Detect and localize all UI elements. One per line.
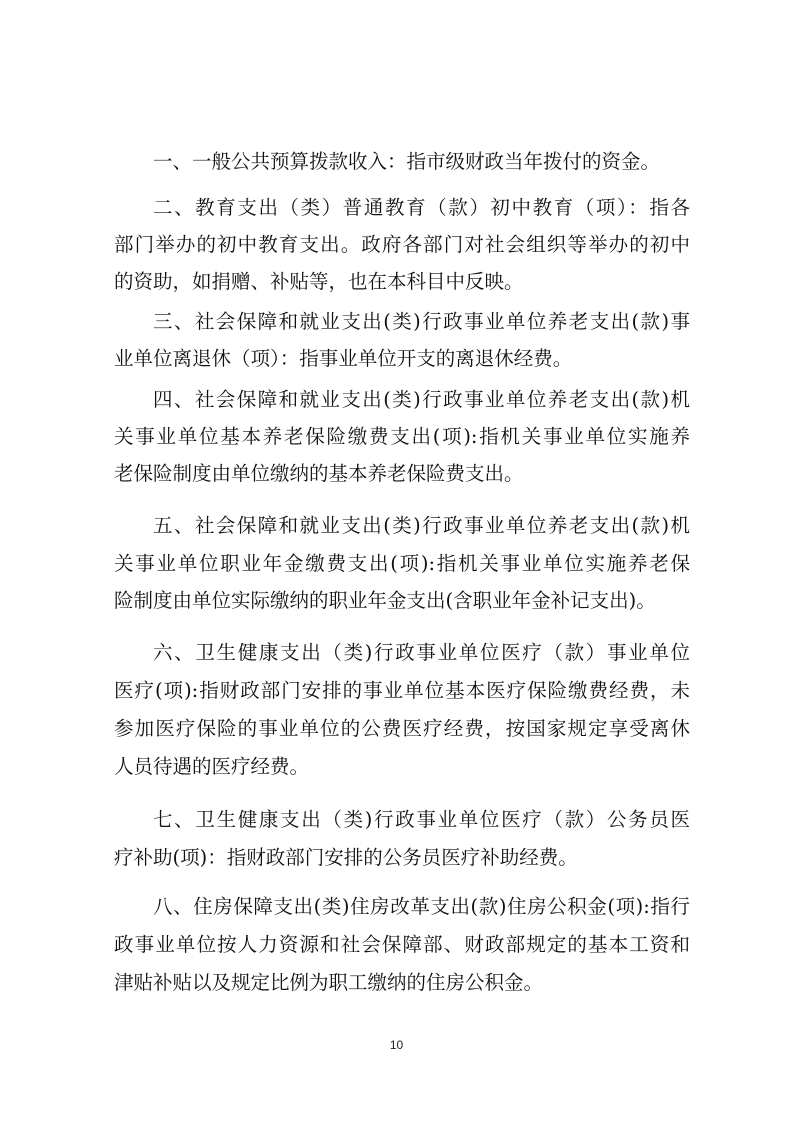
paragraph-6-line-1: 六、卫生健康支出（类)行政事业单位医疗（款）事业单位: [153, 641, 690, 664]
paragraph-8-line-2: 政事业单位按人力资源和社会保障部、财政部规定的基本工资和: [114, 933, 690, 956]
paragraph-6-line-4: 人员待遇的医疗经费。: [114, 755, 310, 778]
paragraph-5-line-2: 关事业单位职业年金缴费支出(项):指机关事业单位实施养老保: [114, 552, 690, 575]
paragraph-8-line-3: 津贴补贴以及规定比例为职工缴纳的住房公积金。: [114, 971, 544, 994]
paragraph-2-line-2: 部门举办的初中教育支出。政府各部门对社会组织等举办的初中: [114, 233, 690, 256]
paragraph-6-line-3: 参加医疗保险的事业单位的公费医疗经费，按国家规定享受离休: [114, 717, 690, 740]
paragraph-7-line-1: 七、卫生健康支出（类)行政事业单位医疗（款）公务员医: [153, 808, 690, 831]
paragraph-2-line-1: 二、教育支出（类）普通教育（款）初中教育（项）：指各: [153, 196, 690, 219]
paragraph-7-line-2: 疗补助(项)：指财政部门安排的公务员医疗补助经费。: [114, 846, 578, 869]
paragraph-6-line-2: 医疗(项):指财政部门安排的事业单位基本医疗保险缴费经费，未: [114, 679, 690, 702]
paragraph-1-line-1: 一、一般公共预算拨款收入：指市级财政当年拨付的资金。: [153, 150, 661, 173]
paragraph-5-line-1: 五、社会保障和就业支出(类)行政事业单位养老支出(款)机: [153, 514, 690, 537]
paragraph-4-line-2: 关事业单位基本养老保险缴费支出(项):指机关事业单位实施养: [114, 425, 690, 448]
paragraph-3-line-2: 业单位离退休（项）：指事业单位开支的离退休经费。: [114, 347, 573, 370]
paragraph-3-line-1: 三、社会保障和就业支出(类)行政事业单位养老支出(款)事: [153, 310, 690, 333]
paragraph-4-line-1: 四、社会保障和就业支出(类)行政事业单位养老支出(款)机: [153, 388, 690, 411]
paragraph-2-line-3: 的资助，如捐赠、补贴等，也在本科目中反映。: [114, 270, 524, 293]
paragraph-4-line-3: 老保险制度由单位缴纳的基本养老保险费支出。: [114, 462, 524, 485]
page-number: 10: [389, 1038, 404, 1052]
paragraph-8-line-1: 八、住房保障支出(类)住房改革支出(款)住房公积金(项):指行: [153, 895, 690, 918]
paragraph-5-line-3: 险制度由单位实际缴纳的职业年金支出(含职业年金补记支出)。: [114, 589, 656, 612]
